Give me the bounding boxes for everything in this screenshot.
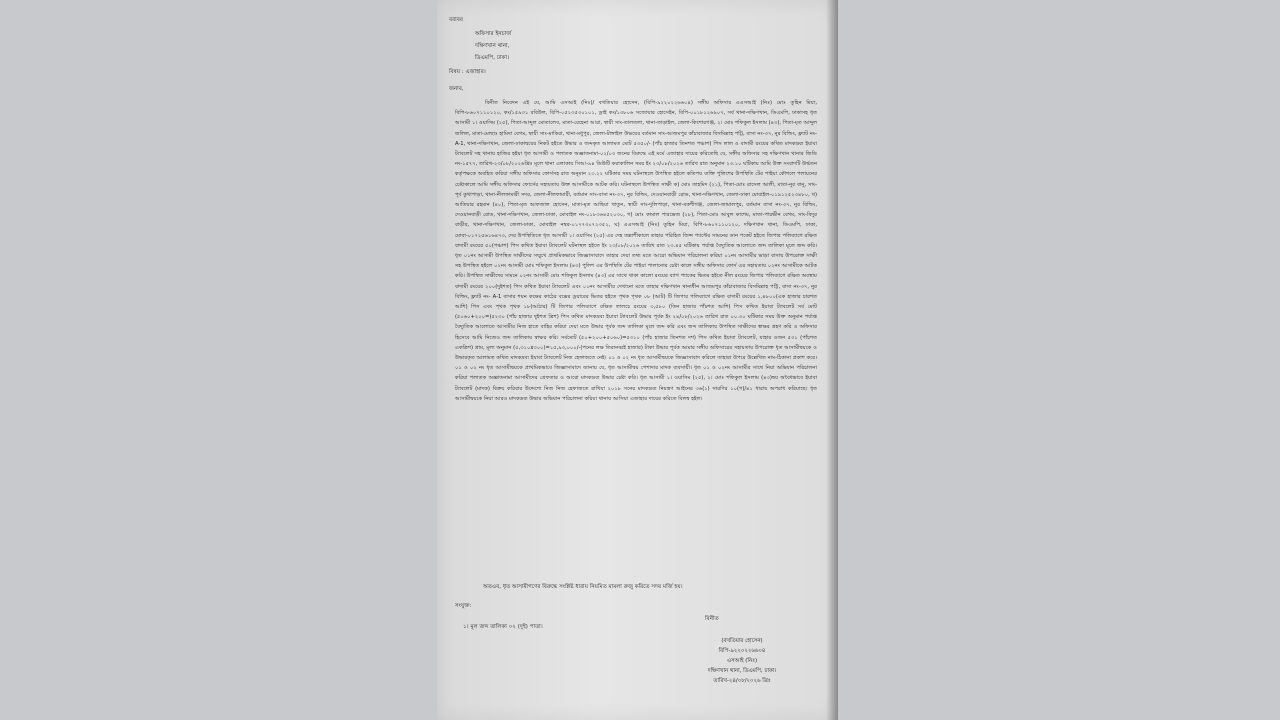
enclosure-heading: সংযুক্ত:: [455, 603, 472, 609]
salutation: বরাবর: [449, 17, 463, 23]
signer-station: দক্ষিণখান থানা, ডিএমপি, ঢাকা।: [707, 668, 777, 674]
greeting: জনাব,: [449, 86, 464, 92]
addressee-line-3: ডিএমপি, ঢাকা।: [475, 55, 510, 61]
complaint-body: [455, 98, 817, 404]
body-paragraph-1: বিনীত নিবেদন এই যে, আমি এসআই (নিঃ)/ বখতিয়ার হোসেন, (বিপি-৯২২০২২৬৬০৪) সঙ্গীয় অফিসার এএসআই (নিঃ) মোঃ তুহিন মিয়া, বিপি-৮৬০৭১১০১২০, কং/১৫৯৩১ রবিউল, বিপি-০৫২৩৫৩০১০১, ড্রাই কং/১৩৮০৬ সজোয়ার হোসেইন, বিপি-০০১৮১২৬৯০৭, সর্ব থানা-দক্ষিণখান, ডিএমপি, ঢাকাসহ ধৃত আসামী ১। ওয়াসিম (২৫), পিতা-আব্দুল মোতালেব, মাতা-রেহেনা আরা, স্থায়ী সাং-তালতলা, থানা-তাড়াইল, জেলা-কিশোরগঞ্জ, ২। মোঃ শফিকুল ইসলাম (৪৩), পিতা-মৃত আব্দুল জলিল, মাতা-মোছাঃ হামিদা বেগম, স্থায়ী সাং-মাকিরা, থানা-মধুপুর, জেলা-টাঙ্গাইল উভয়ের বর্তমান সাং-আজমপুর কাঁচাবাজার বিসমিল্লাহ পট্টি, বাসা নং-৩৭, নুর বিল্ডিং, ফ্ল্যাট নং- A-1, থানা-দক্ষিণখান, জেলা-ঢাকাদ্বয়ের নিকট হইতে উদ্ধার ও জব্দকৃত আলামত মোট ৫৩৫০/- (পাঁচ হাজার তিনশত পঞ্চাশ) পিস লাল ও বাদামী রংয়ের কথিত মাদকদ্রব্য ইয়াবা ট্যাবলেট সহ থানায় হাজির হইয়া ধৃত আসামী ও পলাতক অজ্ঞাতনামা-০২/০৩ জনের বিরুদ্ধে এই মর্মে এজাহার দায়ের করিতেছি যে, সঙ্গীয় অফিসার সহ দক্ষিণখান থানার জিডি নং-১৫৭৭, তারিখ-২৩/০৮/২০২৬খ্রিঃ মূলে থানা এলাকায় সিআ-৯৪ ডিউটি করাকালিন সময় ইং ২৩/০৮/২০২৬ তারিখ রাত অনুমান ২৩.১০ ঘটিকায় আমি উক্ত সংবাদটি উর্দ্ধতন কর্তৃপক্ষকে অবহিত করিয়া সঙ্গীয় অফিসার ফোর্সসহ রাত অনুমান ২৩.২২ ঘটিকার সময় ঘটনাস্থলে উপস্থিত হইলে কতিপয় ব্যক্তি পুলিশের উপস্থিতি টের পাইয়া কৌশলে পলায়নের চেষ্টাকালে আমি সঙ্গীয় অফিসার ফোর্সের সহায়তায় উক্ত আসামীকে আটক করি। ঘটনাস্থলে উপস্থিত সাক্ষী ক) মোঃ তাহমিদ (২১), পিতা-মোঃ রাসেল আলী, মাতা-নুর বানু, সাং-পূর্ব কুখাপাড়া, থানা-নীলফামারী সদর, জেলা-নীলফামারী, বর্তমান সাং-বাসা নং-৩৭, নুর বিল্ডিং, দেওয়ানবাড়ী রোড, থানা-দক্ষিণখান, জেলা-ঢাকা মোবাইল-০১৯১২৫২৩৪৮০, খ) আতিয়ার রহমান (৪০), পিতা-মৃত আফজাল হোসেন, মাতা-মৃত আছিয়া খাতুন, স্থায়ী সাং-দুলিপাড়া, থানা-বকশীগঞ্জ, জেলা-জামালপুর, বর্তমান বাসা নং-৩৭, নুর বিল্ডিং, দেওয়ানবাড়ী রোড, থানা-দক্ষিণখান, জেলা-ঢাকা, মোবাইল নং-০১৮৩৬৪৫২০৩০, গ) মোঃ কামাল পারভেজ (২৮), পিতা-মোঃ আবুল কাশেম, মাতা-পারভীন বেগম, সাং-বিদুর বাড়ীর, থানা-দক্ষিণখান, জেলা-ঢাকা, মোবাইল নম্বর-০১৭৭৩০৭২৩৫২, ঘ) এএসআই (নিঃ) তুহিন মিয়া, বিপি-৮৬০৭১১০১২০, দক্ষিণখান থানা, ডিএমপি, ঢাকা, মোবা-০১৭২৫৬১৬৪৭৩, দের উপস্থিতিতে ধৃত আসামী ১। ওয়াসিম (২৫) এর দেহ তল্লাশীকালে তাহার পরিহিত জিন্স প্যান্টের সামনের ডান পকেট হইতে জিপার পলিব্যাগে রক্ষিত বাদামী রংয়ের ৫০(পঞ্চাশ) পিস কথিত ইয়াবা ট্যাবলেট ঘটনাস্থল হইতে ইং ২৩/০৮/২০২৬ তারিখ রাত ২৩.৪৫ ঘটিকায় পর্যাপ্ত বৈদ্যুতিক আলোতে জব্দ তালিকা মূলে জব্দ করি। ধৃত ০১নং আসামী উপস্থিত সাক্ষীদের সম্মুখে প্রাথমিকভাবে জিজ্ঞাসাবাদে তাহার দেয়া তথ্য মতে আরো অভিযান পরিচালনা করিয়া ০১নং আসামীর ভাড়া বাসায় উপরোক্ত সাক্ষী সহ উপস্থিত হইলে ০২নং আসামী মোঃ শফিকুল ইসলাম (৪৩) পুলিশ এর উপস্থিতি টের পাইয়া পালানোর চেষ্টা কালে সঙ্গীয় অফিসার ফোর্স এর সহায়তায় ০২নং আসামীকে আটক করি। উপস্থিত সাক্ষীদের সামনে ০২নং আসামী মোঃ শফিকুল ইসলাম (৪৩) এর সাথে থাকা কালো রংয়ের ব্যাগ প্যাকের ভিতর হইতে নীল রংয়ের জিপার পলিব্যাগে রক্ষিত অবস্থায় বাদামী রংয়ের ২০০(দুইশত) পিস কথিত ইয়াবা ট্যাবলেট এবং ০১নং আসামীর দেখানো মতে তাহার দক্ষিণখান থানাধীন আজমপুর কাঁচাবাজার বিসমিল্লাহ পট্টি, বাসা নং-৩৭, নুর বিল্ডিং, ফ্ল্যাট নং- A-1 বাসার শয়ন কক্ষের কাঠের বক্সের ড্রয়ারের ভিতর হইতে পৃথক পৃথক ০৮ (আট) টি জিপার পলিব্যাগে রক্ষিত বাদামী রংয়ের ১,৪৮০০(এক হাজার চারশত আশি) পিস এবং পৃথক পৃথক ১৮(আঠার) টি জিপার পলিব্যাগে রক্ষিত লালচে রংয়ের ৩,৫৮০ (তিন হাজার পাঁচশত আশি) পিস কথিত ইয়াবা ট্যাবলেট সর্ব মোট (৫০৬০+২০০=)৫২৩০ (পাঁচ হাজার দুইশত ত্রিশ) পিস কথিত মাদকদ্রব্য ইয়াবা ট্যাবলেট উদ্ধার পূর্বক ইং ২৪/০৮/২০২৬ তারিখ রাত ০০.৩০ ঘটিকার সময় উক্ত অনুমান পর্যাপ্ত বৈদ্যুতিক আলোতে আসামীর নিজ হাতে বাহির করিয়া দেয়া মতে উদ্ধার পূর্বক জব্দ তালিকা মূলে জব্দ করি এবং জব্দ তালিকায় উপস্থিত সাক্ষীদের স্বাক্ষর গ্রহণ করি ও অফিসার হিসেবে আমি নিজেও জব্দ তালিকায় স্বাক্ষর করি। সর্বমোট (৫০+২০০+৫০৬০)=৫৩১০ (পাঁচ হাজার তিনশত দশ) পিস কথিত ইয়াবা ট্যাবলেট, যাহার ওজন ৫৩১ (পাঁচশত একত্রিশ) গ্রাম, মূল্য অনুমান (৫,৩১০x৩০০)=১৫,৯৩,০০০/-(পনের লক্ষ তিরানব্বই হাজার) টাকা উদ্ধার পূর্বক আমার সঙ্গীয় অফিসারের সহায়তায় উপরোক্ত ধৃত আসামীদ্বয়কে ও উদ্ধারকৃত আলামত কথিত মাদকদ্রব্য ইয়াবা ট্যাবলেট নিজ হেফাজতে নেই। ০১ ও ০২ নং ধৃত আসামীদ্বয়কে জিজ্ঞাসাবাদ করিলে তাহারা উপরে উল্লেখিত নাম-ঠিকানা প্রকাশ করে। ০১ ও ০২ নং ধৃত আসামীদ্বয়কে প্রাথমিকভাবে জিজ্ঞাসাবাদে জানায় যে, ধৃত আসামীদ্বয় পেশাদার মাদক ব্যবসায়ী। ধৃত ০১ ও ০২নং আসামীর সাথে নিয়া অভিযান পরিচালনা করিয়া পলাতক অজ্ঞাতনামা আসামীদের গ্রেফতার ও আরো মাদকদ্রব্য উদ্ধার চেষ্টা করি। ধৃত আসামী ১। ওয়াসিম (২৫), ২। মোঃ শফিকুল ইসলাম (৪৩)দ্বয় অবৈধভাবে ইয়াবা ট্যাবলেট (মাদক) বিক্রয় করিবার উদ্দেশ্যে নিজ নিজ হেফাজতে রাখিয়া ২০১৮ সনের মাদকদ্রব্য নিয়ন্ত্রণ আইনের ৩৬(১) সারণির ১০(গ)/৪১ ধারায় অপরাধ করিয়াছে। ধৃত আসামীদ্বয়কে নিয়া আরও মাদকদ্রব্য উদ্ধার অভিযান পরিচালনা করিয়া থানায় আসিয়া এজাহার দায়ের করিতে বিলম্ব হইল।: [455, 100, 817, 402]
signature-block: [687, 636, 797, 686]
closing-text: বিনীত: [705, 616, 719, 622]
addressee-line-1: অফিসার ইনচার্জ: [475, 31, 512, 37]
enclosure-item: ১। মূল জব্দ তালিকা ০২ (দুই) পাতা।: [463, 624, 543, 630]
signer-rank: এসআই (নিঃ): [726, 658, 758, 664]
page-shadow-edge: [826, 0, 838, 720]
signature-date: তারিখ-২৪/০৮/২০২৬ খ্রিঃ: [713, 678, 771, 684]
body-paragraph-2: অতএব, ধৃত আসামীগণের বিরুদ্ধে সংশ্লিষ্ট ধারায় নিয়মিত মামলা রুজু করিতে সদয় মর্জি হয়।: [483, 584, 683, 590]
subject-line: বিষয় : এজাহার।: [449, 69, 486, 75]
document-page: [437, 0, 838, 720]
signer-bp-number: বিপি-৯২২০২২৬৬০৪: [718, 648, 766, 654]
addressee-line-2: দক্ষিণখান থানা,: [475, 43, 510, 49]
signer-name: (বখতিয়ার হোসেন): [721, 638, 763, 644]
